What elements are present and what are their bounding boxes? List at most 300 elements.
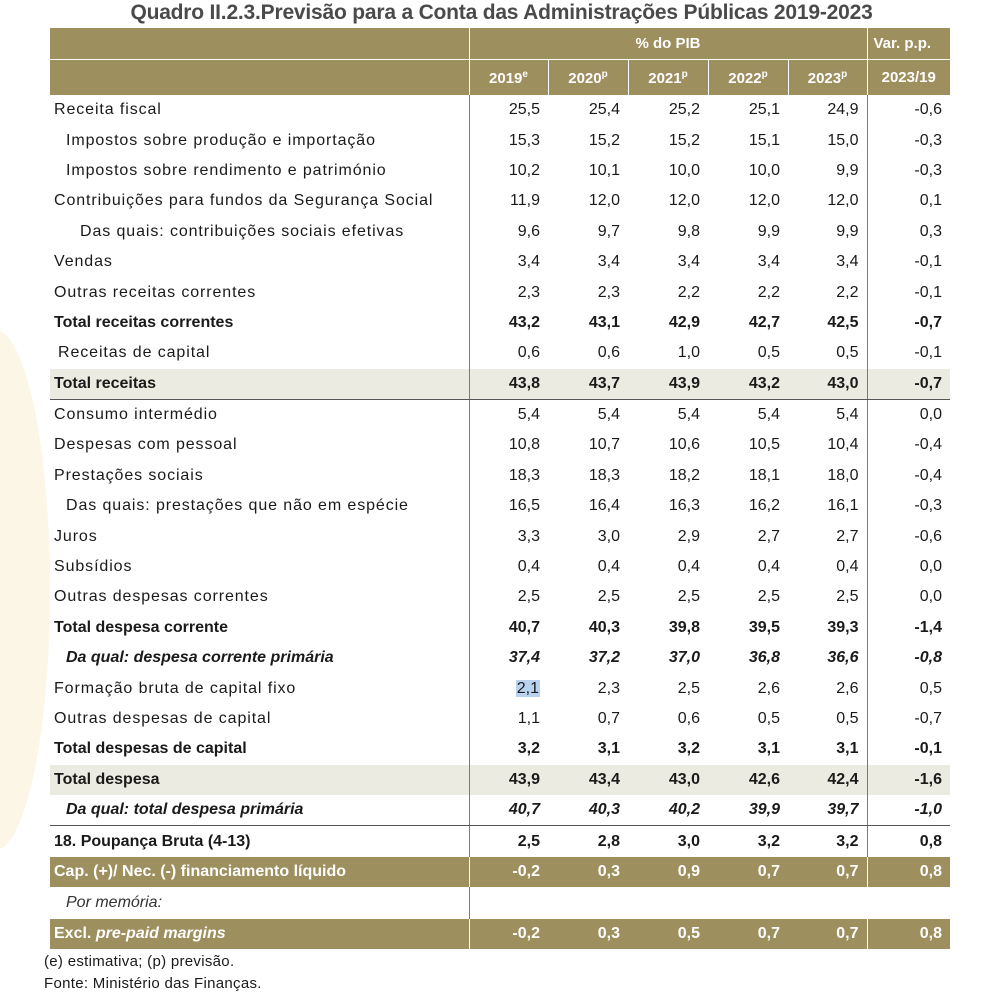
row-value [548,308,628,338]
cell-value: 2,2 [757,283,780,301]
header-year-2021: 2021$^p$ [628,60,708,96]
cell-value: -0,1 [914,283,942,301]
cell-value: 40,7 [508,801,540,819]
row-value [708,582,788,612]
table-row [50,399,950,430]
table-row [50,186,950,216]
row-value [708,704,788,734]
cell-value: 2,3 [517,283,540,301]
cell-value: 0,7 [757,862,780,880]
cell-value: 36,8 [748,649,780,667]
cell-value: 10,8 [508,436,540,454]
cell-value: 9,8 [677,222,700,240]
row-value [788,734,867,764]
row-value [788,186,867,216]
cell-value: -0,4 [914,466,942,484]
cell-value: 5,4 [757,406,780,424]
row-value [708,338,788,368]
row-value [469,186,548,216]
cell-value: 36,6 [827,649,859,667]
cell-value: 0,6 [597,344,620,362]
header-year-2023: 2023$^p$ [788,60,867,96]
table-row [50,704,950,734]
row-value [469,277,548,307]
cell-value: 18,3 [588,466,620,484]
row-value [548,765,628,795]
row-label: Outras despesas correntes [54,588,269,606]
cell-value: 43,0 [668,770,700,788]
row-value [548,734,628,764]
row-value [469,673,548,703]
cell-value: 12,0 [748,192,780,210]
row-value [469,217,548,247]
cell-value: 0,6 [517,344,540,362]
cell-value: 15,0 [827,131,859,149]
row-value [867,461,950,491]
cell-value: 43,2 [748,374,780,392]
cell-value: 3,1 [836,740,859,758]
row-value [548,95,628,125]
cell-value: 2,7 [757,527,780,545]
row-label: Consumo intermédio [54,406,218,424]
row-label: Da qual: despesa corrente primária [66,649,334,667]
row-value [788,338,867,368]
row-value [708,826,788,857]
row-value [469,582,548,612]
table-row [50,461,950,491]
header-blank [50,28,469,60]
row-label: Vendas [54,253,113,271]
cell-value: -0,7 [914,710,942,727]
row-value [867,919,950,949]
cell-value: 0,5 [836,710,859,727]
cell-value: 12,0 [668,192,700,210]
row-value [788,491,867,521]
cell-value: 9,9 [757,222,780,240]
row-label: Impostos sobre rendimento e património [66,161,387,179]
row-value [628,156,708,186]
row-value [628,582,708,612]
row-value [469,795,548,826]
row-value [788,826,867,857]
row-value [788,247,867,277]
row-value [628,461,708,491]
cell-value: 2,7 [836,527,859,545]
cell-value: 2,5 [757,588,780,606]
row-value [867,217,950,247]
row-value [628,673,708,703]
row-value [548,704,628,734]
memo-blank-cell [788,887,867,919]
cell-value: 40,7 [508,618,540,636]
row-value [788,704,867,734]
row-value [708,186,788,216]
row-value [628,277,708,307]
row-value [867,125,950,155]
row-value [708,369,788,400]
table-row [50,734,950,764]
cell-value: 16,1 [827,497,859,515]
cell-value: -0,4 [914,436,942,454]
cell-value: 37,4 [508,649,540,667]
row-value [469,95,548,125]
row-value [548,399,628,430]
cell-value: 3,2 [757,832,780,850]
cell-value: 2,5 [836,588,859,606]
table-row [50,613,950,643]
cell-value: -0,7 [914,313,942,331]
cell-value: 42,9 [668,313,700,331]
cell-value: 2,5 [517,832,540,850]
row-value [708,430,788,460]
cell-value: 9,9 [836,161,859,179]
cell-value: -1,6 [914,770,942,788]
table-row [50,552,950,582]
row-value [788,582,867,612]
row-value [628,521,708,551]
cell-value: 5,4 [836,406,859,424]
cell-value: 0,5 [757,710,780,727]
row-value [788,156,867,186]
row-value [548,643,628,673]
table-row [50,95,950,125]
row-value [708,857,788,887]
row-value [469,857,548,887]
row-label: Total despesas de capital [54,740,247,758]
cell-value: -0,7 [914,374,942,392]
cell-value: 40,3 [588,801,620,819]
cell-value: 1,1 [517,710,540,727]
cell-value: 39,9 [748,801,780,819]
row-value [867,308,950,338]
cell-value: 15,2 [668,131,700,149]
row-value [469,826,548,857]
row-label: Receita fiscal [54,101,162,119]
cell-value: 2,2 [836,283,859,301]
row-value [469,734,548,764]
row-value [628,186,708,216]
row-value [628,613,708,643]
cell-value: 0,3 [597,862,620,880]
memo-label-italic: pre-paid margins [95,924,226,942]
cell-value: 12,0 [588,192,620,210]
row-value [867,552,950,582]
cell-value: 37,2 [588,649,620,667]
cell-value: 3,4 [757,253,780,271]
row-value [628,338,708,368]
row-value [788,795,867,826]
table-row [50,125,950,155]
row-value [469,491,548,521]
row-value [708,491,788,521]
cell-value: 18,3 [508,466,540,484]
header-year-2019: 2019e [469,60,548,96]
header-row-2 [50,60,950,96]
row-value [788,277,867,307]
row-value [708,217,788,247]
table-title: Quadro II.2.3.Previsão para a Conta das Administrações Públicas 2019-2023 [130,1,873,24]
fiscal-table [50,28,950,949]
row-value [708,156,788,186]
cell-value: 39,5 [748,618,780,636]
row-value [628,919,708,949]
row-value [548,919,628,949]
row-value [788,613,867,643]
row-value [469,430,548,460]
cell-value: 43,0 [827,374,859,392]
row-value [867,399,950,430]
cell-value: -0,1 [914,740,942,758]
table-row [50,521,950,551]
row-value [628,95,708,125]
table-row [50,369,950,400]
row-label: Das quais: contribuições sociais efetivas [80,222,405,240]
table-row [50,765,950,795]
row-value [708,277,788,307]
cell-value: 24,9 [827,101,859,119]
cell-value: 15,3 [508,131,540,149]
row-value [548,277,628,307]
row-label: Total despesa [50,765,469,795]
row-value [469,338,548,368]
row-value [708,247,788,277]
cell-value: 43,9 [668,374,700,392]
cell-value: 3,0 [597,527,620,545]
row-value [867,795,950,826]
memo-blank-cell [548,887,628,919]
row-label: Impostos sobre produção e importação [66,131,376,149]
cell-value: 3,1 [597,740,620,758]
row-value [628,734,708,764]
cell-value: 3,0 [677,832,700,850]
row-value [867,857,950,887]
table-row [50,277,950,307]
memo-values-row [50,919,950,949]
cell-value: -0,6 [914,101,942,119]
row-value [867,613,950,643]
row-label: 18. Poupança Bruta (4-13) [54,832,251,850]
memo-blank-cell [469,887,548,919]
row-label: Outras receitas correntes [54,283,257,301]
row-value [867,643,950,673]
cell-value: 2,3 [597,283,620,301]
row-label: Da qual: total despesa primária [50,795,469,826]
cell-value: -0,1 [914,253,942,271]
row-value [867,369,950,400]
row-value [469,125,548,155]
row-value [548,338,628,368]
cell-value: 25,1 [748,101,780,119]
cell-value: 15,1 [748,131,780,149]
row-value [708,673,788,703]
row-value [867,734,950,764]
row-value [628,704,708,734]
row-value [788,217,867,247]
cell-value: 2,8 [597,832,620,850]
row-value [867,491,950,521]
table-row [50,308,950,338]
row-value [867,765,950,795]
cell-value: 10,2 [508,161,540,179]
cell-value: 0,4 [677,558,700,576]
row-value [469,399,548,430]
cell-value: 12,0 [827,192,859,210]
cell-value: 2,5 [677,588,700,606]
cell-value: 0,4 [517,558,540,576]
row-value [867,673,950,703]
cell-value: -1,4 [914,618,942,636]
row-value [628,399,708,430]
row-value [788,125,867,155]
cell-value: 15,2 [588,131,620,149]
cell-value: 3,1 [757,740,780,758]
memo-blank-cell [867,887,950,919]
cell-value: 40,2 [668,801,700,819]
row-value [708,308,788,338]
cell-value: 0,3 [597,924,620,942]
cell-value: 16,4 [588,497,620,515]
cell-value: 5,4 [677,406,700,424]
cell-value: 16,3 [668,497,700,515]
cell-value: 5,4 [597,406,620,424]
cell-value: -0,3 [914,131,942,149]
row-value [788,521,867,551]
cell-value: 0,6 [677,710,700,727]
cell-value: 0,4 [597,558,620,576]
cell-value: 0,3 [919,222,942,240]
cell-value: 2,3 [597,679,620,697]
header-var-period: 2023/19 [867,60,950,96]
cell-value: -0,3 [914,497,942,515]
header-year-2020: 2020$^p$ [548,60,628,96]
row-value [469,765,548,795]
row-label: Juros [54,527,98,545]
row-label: Subsídios [54,558,133,576]
footnote-legend: (e) estimativa; (p) previsão. [44,953,235,970]
row-value [469,704,548,734]
cell-value: 10,1 [588,161,620,179]
header-year-2022: 2022$^p$ [708,60,788,96]
cell-value: -0,2 [512,862,540,880]
row-value [788,308,867,338]
cell-value: 0,8 [919,832,942,850]
row-value [469,613,548,643]
row-value [867,247,950,277]
cell-value: 2,6 [757,679,780,697]
row-value [628,857,708,887]
row-value [867,95,950,125]
cell-value: 2,5 [597,588,620,606]
row-value [628,125,708,155]
cell-value: 0,5 [677,924,700,942]
row-value [628,643,708,673]
row-value [548,552,628,582]
row-value [708,399,788,430]
row-value [788,643,867,673]
cell-value: -0,8 [914,649,942,667]
header-blank-2 [50,60,469,96]
header-group-label: % do PIB [469,28,867,60]
row-value [469,521,548,551]
table-row [50,857,950,887]
cell-value: 3,4 [597,253,620,271]
row-value [867,826,950,857]
cell-value: 43,1 [588,313,620,331]
memo-label: Por memória: [66,893,163,911]
table-row [50,217,950,247]
cell-value: 10,4 [827,436,859,454]
row-value [548,461,628,491]
cell-value: 18,0 [827,466,859,484]
table-row [50,491,950,521]
cell-value: 2,6 [836,679,859,697]
row-value [548,156,628,186]
cell-value: 42,6 [748,770,780,788]
cell-value: 9,6 [517,222,540,240]
cell-value: 10,0 [668,161,700,179]
cell-value: -0,2 [512,924,540,942]
row-value [708,521,788,551]
row-label: Outras despesas de capital [54,710,272,727]
row-value [867,338,950,368]
cell-value: 3,4 [517,253,540,271]
row-value [708,919,788,949]
row-value [628,308,708,338]
cell-value: 3,2 [677,740,700,758]
header-row-1 [50,28,950,60]
row-label: Total despesa corrente [54,618,228,636]
row-value [708,734,788,764]
row-value [788,673,867,703]
footnotes [44,951,262,995]
memo-values-label [50,919,469,949]
table-row [50,582,950,612]
row-value [469,308,548,338]
cell-value: 43,7 [588,374,620,392]
row-value [628,552,708,582]
row-value [548,857,628,887]
row-value [708,643,788,673]
row-value [708,613,788,643]
row-value [548,582,628,612]
cell-value: 0,7 [836,862,859,880]
row-value [628,795,708,826]
row-value [628,765,708,795]
row-value [548,430,628,460]
row-value [548,673,628,703]
cell-value: 3,2 [517,740,540,758]
cell-value: -0,3 [914,161,942,179]
row-label: Total receitas [50,369,469,400]
cell-value: 2,9 [677,527,700,545]
row-value [788,919,867,949]
cell-value: 0,8 [919,924,942,942]
row-value [469,643,548,673]
cell-value: 0,5 [919,679,942,697]
row-value [867,156,950,186]
cell-value: 10,7 [588,436,620,454]
cell-value: 42,7 [748,313,780,331]
cell-value: 5,4 [517,406,540,424]
cell-value: 0,5 [757,344,780,362]
table-row [50,430,950,460]
row-value [867,582,950,612]
row-label: Contribuições para fundos da Segurança Social [54,192,434,210]
row-value [867,430,950,460]
row-value [628,369,708,400]
memo-blank-cell [628,887,708,919]
cell-value: 43,8 [508,374,540,392]
